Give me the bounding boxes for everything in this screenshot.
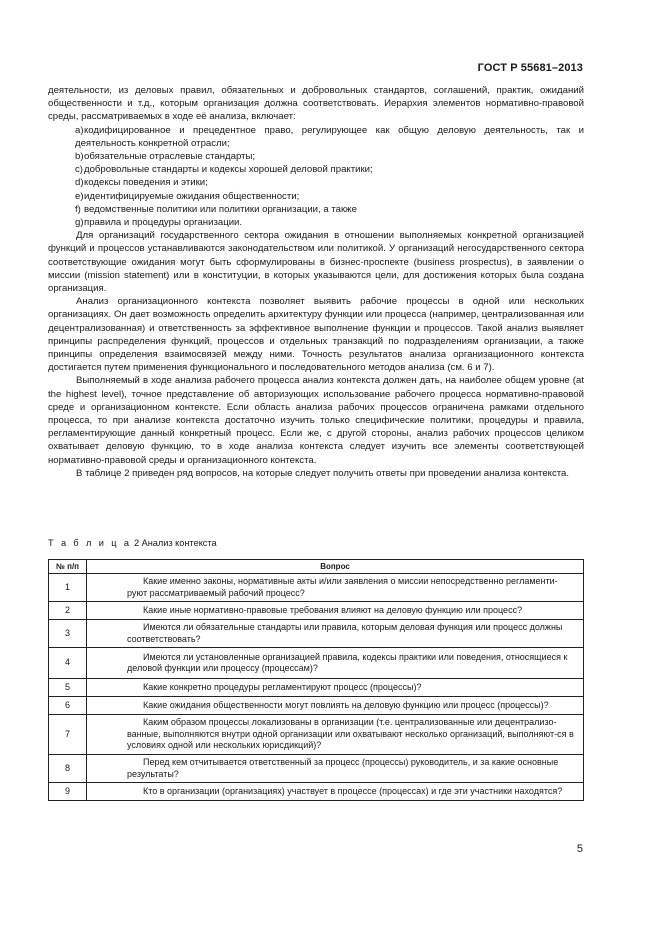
row-number: 4 bbox=[49, 648, 87, 679]
list-text: обязательные отраслевые стандарты; bbox=[84, 151, 256, 163]
row-question bbox=[87, 697, 584, 715]
table-caption bbox=[48, 538, 217, 548]
table-row bbox=[49, 697, 584, 715]
paragraph-table-ref: В таблице 2 приведен ряд вопросов, на которые следует получить ответы при проведении анализа контекста. bbox=[76, 467, 570, 479]
paragraph-public-sector: Для организаций государственного сектора ожидания в отношении выполняемых конкретной организацией функций и процессов устанавливаются законодательством или политикой. У организаций негосударственного сектора соответствующие ожидания могут быть сформулированы в бизнес-проспекте (business prospectus), в заявлении о миссии (mission statement) или в конституции, в которых указываются цели, для достижения которых была создана организация. bbox=[48, 230, 584, 295]
question-text: Каким образом процессы локализованы в организации (т.е. централизованные или децентрализо-ванные, выполняются внутри одной организации или охватывают несколько организаций, выполняют-ся в условиях одной или нескольких юрисдикций)? bbox=[127, 717, 574, 751]
row-number: 7 bbox=[49, 715, 87, 755]
question-text: Какие именно законы, нормативные акты и/или заявления о миссии непосредственно регламенти-руют рассматриваемый рабочий процесс? bbox=[127, 576, 558, 598]
row-number: 5 bbox=[49, 679, 87, 697]
question-text: Какие иные нормативно-правовые требования влияют на деловую функцию или процесс? bbox=[143, 604, 523, 615]
row-number: 8 bbox=[49, 755, 87, 783]
table-row bbox=[49, 602, 584, 620]
list-item-a bbox=[48, 124, 584, 150]
list-item-f bbox=[48, 203, 584, 216]
question-text: Имеются ли установленные организацией правила, кодексы практики или поведения, относящиеся к деловой функции или процессу (процессам)? bbox=[127, 651, 568, 673]
list-text: кодексы поведения и этики; bbox=[84, 177, 208, 189]
table-header-row bbox=[49, 560, 584, 574]
question-text: Имеются ли обязательные стандарты или правила, которым деловая функция или процесс должны соответствовать? bbox=[127, 622, 563, 644]
row-number: 2 bbox=[49, 602, 87, 620]
table-row bbox=[49, 783, 584, 801]
list-item-d bbox=[48, 176, 584, 189]
list-text: правила и процедуры организации. bbox=[84, 217, 243, 229]
row-question bbox=[87, 648, 584, 679]
row-question bbox=[87, 679, 584, 697]
table-row bbox=[49, 620, 584, 648]
table-row bbox=[49, 574, 584, 602]
row-question bbox=[87, 715, 584, 755]
list-text: кодифицированное и прецедентное право, регулирующее как общую деловую деятельность, так и деятельность конкретной отрасли; bbox=[75, 124, 584, 149]
row-number: 6 bbox=[49, 697, 87, 715]
question-text: Перед кем отчитывается ответственный за процесс (процессы) руководитель, и за какие основные результаты? bbox=[127, 757, 559, 779]
paragraph-org-context: Анализ организационного контекста позволяет выявить рабочие процессы в одной или нескольких организациях. Он дает возможность определить архитектуру функции или процесса (например, централизованная или децентрализованная) и ответственность за эффективное выполнение функции и процессов. Такой анализ выявляет принципы распределения функций, процессов и отдельных транзакций по подразделениям организации, а также принципы определения взаимосвязей между ними. Точность результатов анализа организационного контекста достигается путем применения функционального и последовательного методов анализа (см. 6 и 7). bbox=[48, 296, 584, 374]
table-row bbox=[49, 648, 584, 679]
list-marker: f) bbox=[75, 203, 81, 215]
table-caption-text: 2 Анализ контекста bbox=[133, 538, 217, 548]
table-caption-label: Т а б л и ц а bbox=[48, 538, 132, 548]
column-header-number: № п/п bbox=[49, 560, 87, 574]
list-marker: b) bbox=[75, 151, 84, 163]
list-marker: d) bbox=[75, 177, 84, 189]
list-marker: g) bbox=[75, 217, 84, 229]
context-analysis-table bbox=[48, 559, 584, 801]
list-item-e bbox=[48, 190, 584, 203]
row-number: 3 bbox=[49, 620, 87, 648]
question-text: Какие ожидания общественности могут повлиять на деловую функцию или процесс (процессы)? bbox=[143, 699, 549, 710]
paragraph-context-analysis: Выполняемый в ходе анализа рабочего процесса анализ контекста должен дать, на наиболее общем уровне (at the highest level), точное представление об авторизующих использование рабочего процесса нормативно-правовой среде и организационном контексте. Если область анализа рабочих процессов ограничена рамками отдельного процесса, то при анализе контекста достаточно изучить только специфические политики, процедуры и правила, регламентирующие данный конкретный процесс. Если же, с другой стороны, анализ рабочих процессов целиком охватывает деловую функцию, то в ходе анализа контекста следует изучить все элементы соответствующей нормативно-правовой среды и организационного контекста. bbox=[48, 375, 584, 466]
row-question bbox=[87, 755, 584, 783]
list-item-b bbox=[48, 150, 584, 163]
paragraph-intro: деятельности, из деловых правил, обязательных и добровольных стандартов, соглашений, практик, ожиданий общественности и т.д., которым организация должна соответствовать. Иерархия элементов нормативно-правовой среды, рассматриваемых в ходе её анализа, включает: bbox=[48, 85, 584, 123]
list-item-g bbox=[48, 216, 584, 229]
row-number: 1 bbox=[49, 574, 87, 602]
table-row bbox=[49, 679, 584, 697]
table-row bbox=[49, 715, 584, 755]
row-question bbox=[87, 620, 584, 648]
question-text: Какие конкретно процедуры регламентируют процесс (процессы)? bbox=[143, 681, 422, 692]
list-text: ведомственные политики или политики организации, а также bbox=[84, 203, 357, 215]
document-code: ГОСТ Р 55681–2013 bbox=[477, 62, 583, 74]
column-header-question: Вопрос bbox=[87, 560, 584, 574]
row-question bbox=[87, 602, 584, 620]
question-text: Кто в организации (организациях) участвует в процессе (процессах) и где эти участники находятся? bbox=[143, 785, 563, 796]
body-text bbox=[48, 84, 584, 480]
list-marker: a) bbox=[75, 124, 84, 136]
list-marker: c) bbox=[75, 164, 83, 176]
row-question bbox=[87, 574, 584, 602]
row-question bbox=[87, 783, 584, 801]
list-marker: e) bbox=[75, 190, 84, 202]
page-number: 5 bbox=[576, 843, 583, 855]
table-row bbox=[49, 755, 584, 783]
list-text: добровольные стандарты и кодексы хорошей деловой практики; bbox=[84, 164, 373, 176]
row-number: 9 bbox=[49, 783, 87, 801]
list-text: идентифицируемые ожидания общественности; bbox=[84, 190, 300, 202]
list-item-c bbox=[48, 163, 584, 176]
